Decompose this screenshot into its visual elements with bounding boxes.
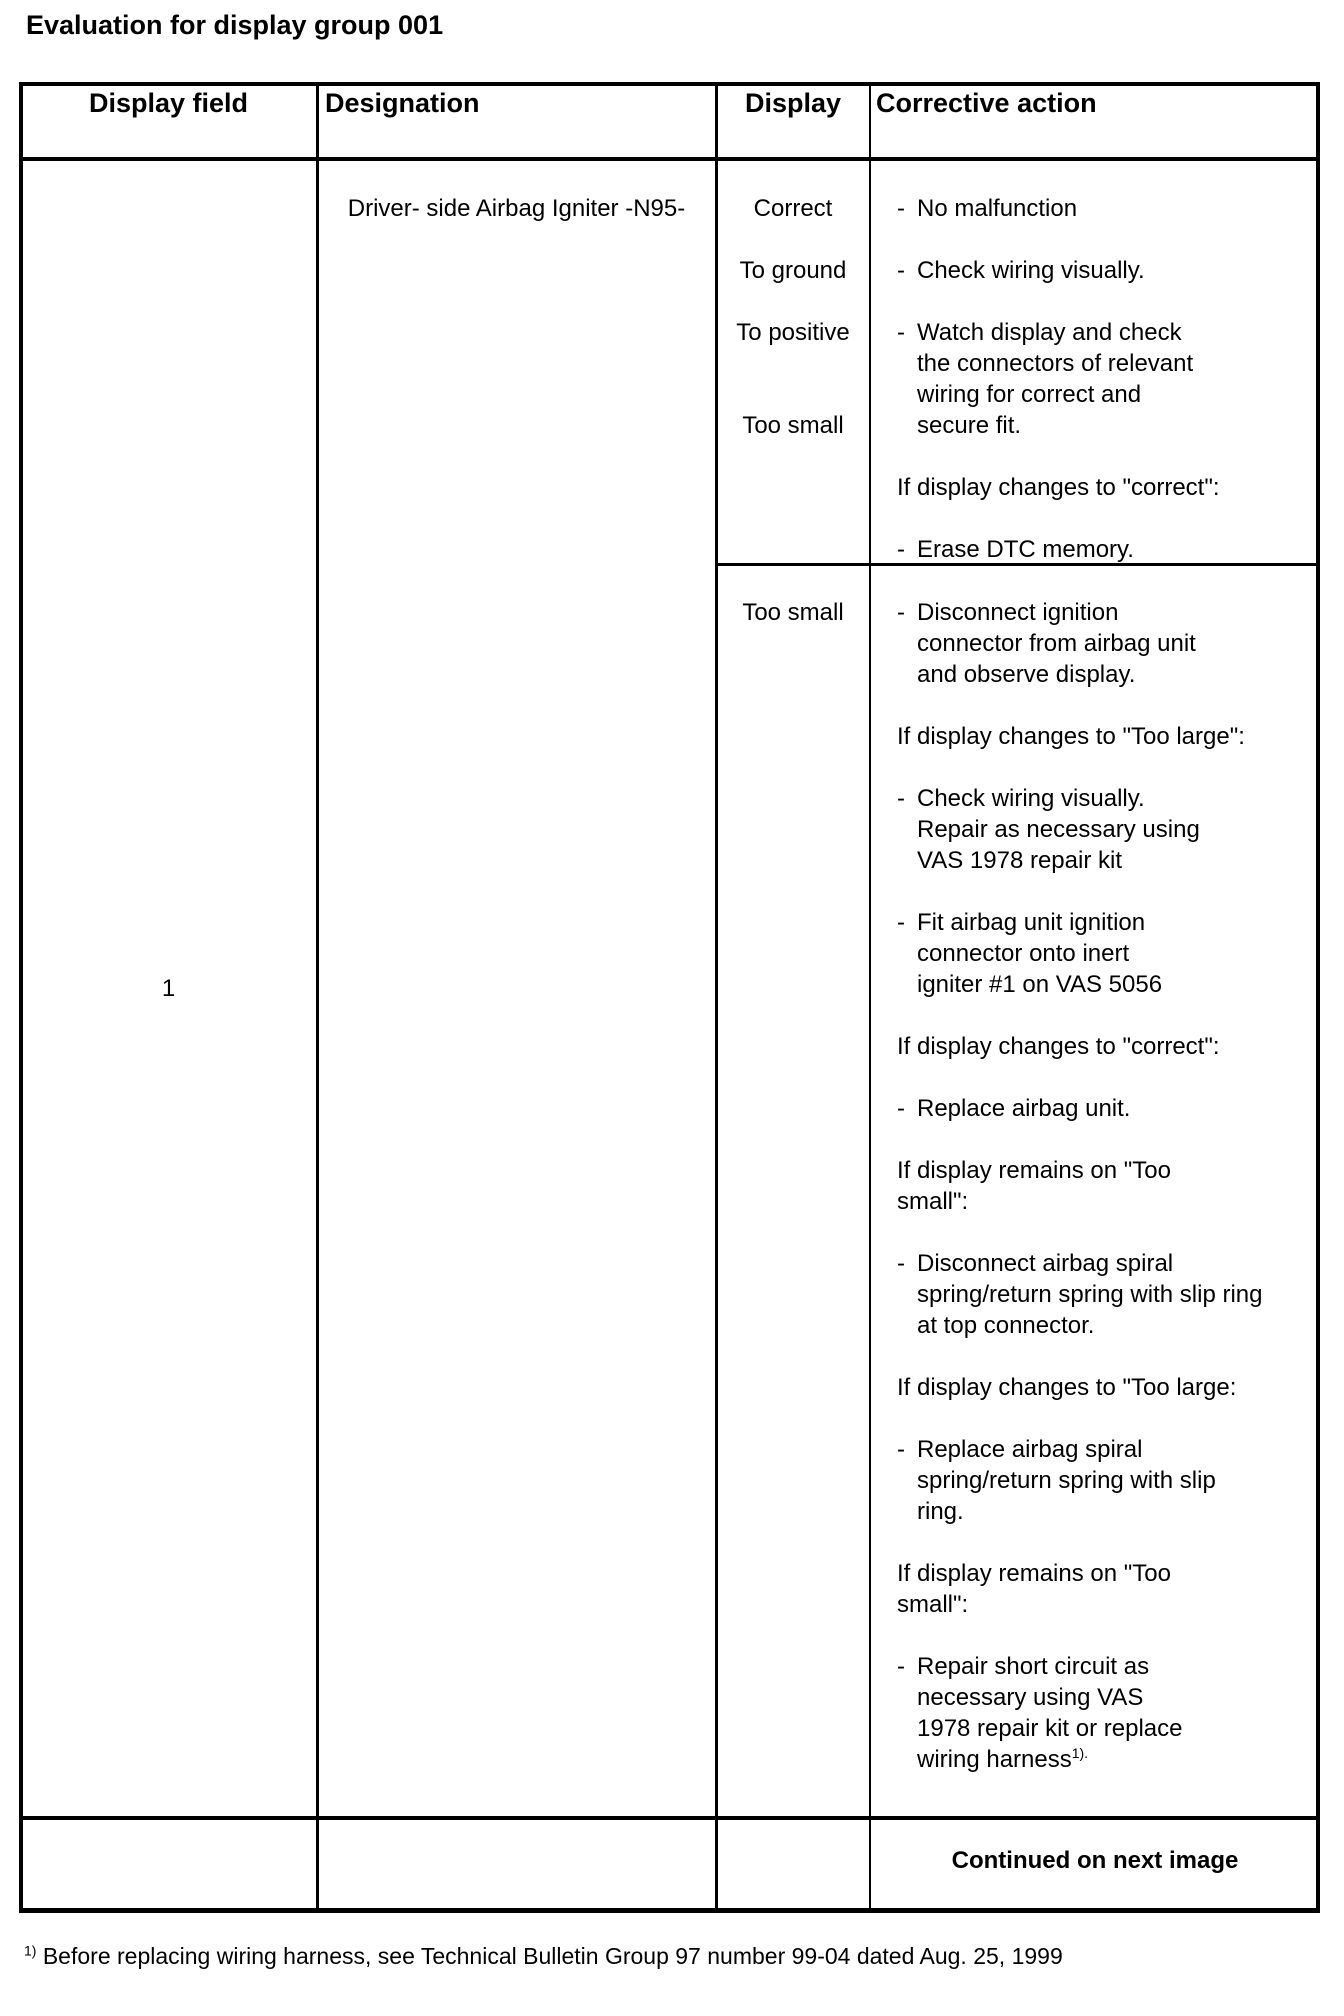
table-border-bottom bbox=[20, 1908, 1320, 1913]
action-text: Repair short circuit as necessary using VAS 1978 repair kit or replace wiring harness bbox=[917, 1653, 1183, 1773]
action-step bbox=[876, 1093, 1312, 1124]
dash-bullet: - bbox=[897, 257, 905, 284]
action-text: Replace airbag spiral spring/return spring with slip ring. bbox=[917, 1436, 1216, 1525]
action-condition: If display changes to "correct": bbox=[897, 1033, 1220, 1060]
display-value-to-ground: To ground bbox=[739, 257, 847, 284]
display-value-too-small: Too small bbox=[742, 412, 844, 439]
row-divider-continued bbox=[20, 1816, 1320, 1820]
dash-bullet: - bbox=[897, 1095, 905, 1122]
action-text: Check wiring visually. Repair as necessary using VAS 1978 repair kit bbox=[917, 785, 1200, 874]
header-corrective-action: Corrective action bbox=[876, 88, 1097, 118]
header-designation: Designation bbox=[325, 88, 480, 118]
continued-note: Continued on next image bbox=[951, 1847, 1239, 1874]
action-condition: If display changes to "correct": bbox=[897, 474, 1220, 501]
action-text: Disconnect ignition connector from airbag unit and observe display. bbox=[917, 599, 1196, 688]
footnote-reference: 1). bbox=[1071, 1745, 1089, 1761]
dash-bullet: - bbox=[897, 1436, 905, 1463]
designation-value: Driver- side Airbag Igniter -N95- bbox=[347, 195, 686, 222]
action-text: Disconnect airbag spiral spring/return spring with slip ring at top connector. bbox=[917, 1250, 1263, 1339]
header-display: Display bbox=[744, 88, 842, 118]
action-step bbox=[876, 255, 1312, 286]
action-condition: If display remains on "Too small": bbox=[897, 1157, 1171, 1215]
action-step bbox=[876, 534, 1312, 565]
column-divider-2 bbox=[715, 82, 718, 1913]
header-display-field: Display field bbox=[88, 88, 249, 118]
action-step bbox=[876, 597, 1217, 690]
display-value-correct: Correct bbox=[753, 195, 833, 222]
action-step bbox=[876, 1434, 1217, 1527]
footnote-marker: 1) bbox=[24, 1942, 37, 1959]
action-text: Check wiring visually. bbox=[917, 257, 1145, 284]
action-step bbox=[876, 1651, 1197, 1775]
dash-bullet: - bbox=[897, 599, 905, 626]
footnote-text: Before replacing wiring harness, see Technical Bulletin Group 97 number 99-04 dated Aug. 25, 1999 bbox=[42, 1943, 1063, 1969]
display-value-too-small-2: Too small bbox=[742, 599, 844, 626]
dash-bullet: - bbox=[897, 785, 905, 812]
table-border-right bbox=[1316, 82, 1320, 1913]
action-condition: If display changes to "Too large": bbox=[897, 723, 1245, 750]
page-title: Evaluation for display group 001 bbox=[26, 10, 444, 40]
dash-bullet: - bbox=[897, 1653, 905, 1680]
action-step bbox=[876, 1248, 1267, 1341]
action-step bbox=[876, 317, 1217, 441]
action-text: Fit airbag unit ignition connector onto inert igniter #1 on VAS 5056 bbox=[917, 909, 1163, 998]
dash-bullet: - bbox=[897, 195, 905, 222]
header-divider bbox=[20, 157, 1320, 161]
action-text: Replace airbag unit. bbox=[917, 1095, 1131, 1122]
display-field-value: 1 bbox=[161, 975, 176, 1002]
corrective-actions-row1 bbox=[876, 193, 1312, 596]
dash-bullet: - bbox=[897, 909, 905, 936]
action-text: Erase DTC memory. bbox=[917, 536, 1134, 563]
action-step bbox=[876, 193, 1312, 224]
column-divider-3 bbox=[869, 82, 871, 1913]
display-value-to-positive: To positive bbox=[736, 319, 850, 346]
action-step bbox=[876, 783, 1207, 876]
action-text: Watch display and check the connectors of relevant wiring for correct and secure fit. bbox=[917, 319, 1194, 439]
footnote bbox=[24, 1942, 1324, 1970]
corrective-actions-row2 bbox=[876, 597, 1312, 1806]
dash-bullet: - bbox=[897, 1250, 905, 1277]
dash-bullet: - bbox=[897, 536, 905, 563]
action-step bbox=[876, 907, 1197, 1000]
action-condition: If display remains on "Too small": bbox=[897, 1560, 1171, 1618]
dash-bullet: - bbox=[897, 319, 905, 346]
action-text: No malfunction bbox=[917, 195, 1078, 222]
action-condition: If display changes to "Too large: bbox=[897, 1374, 1237, 1401]
